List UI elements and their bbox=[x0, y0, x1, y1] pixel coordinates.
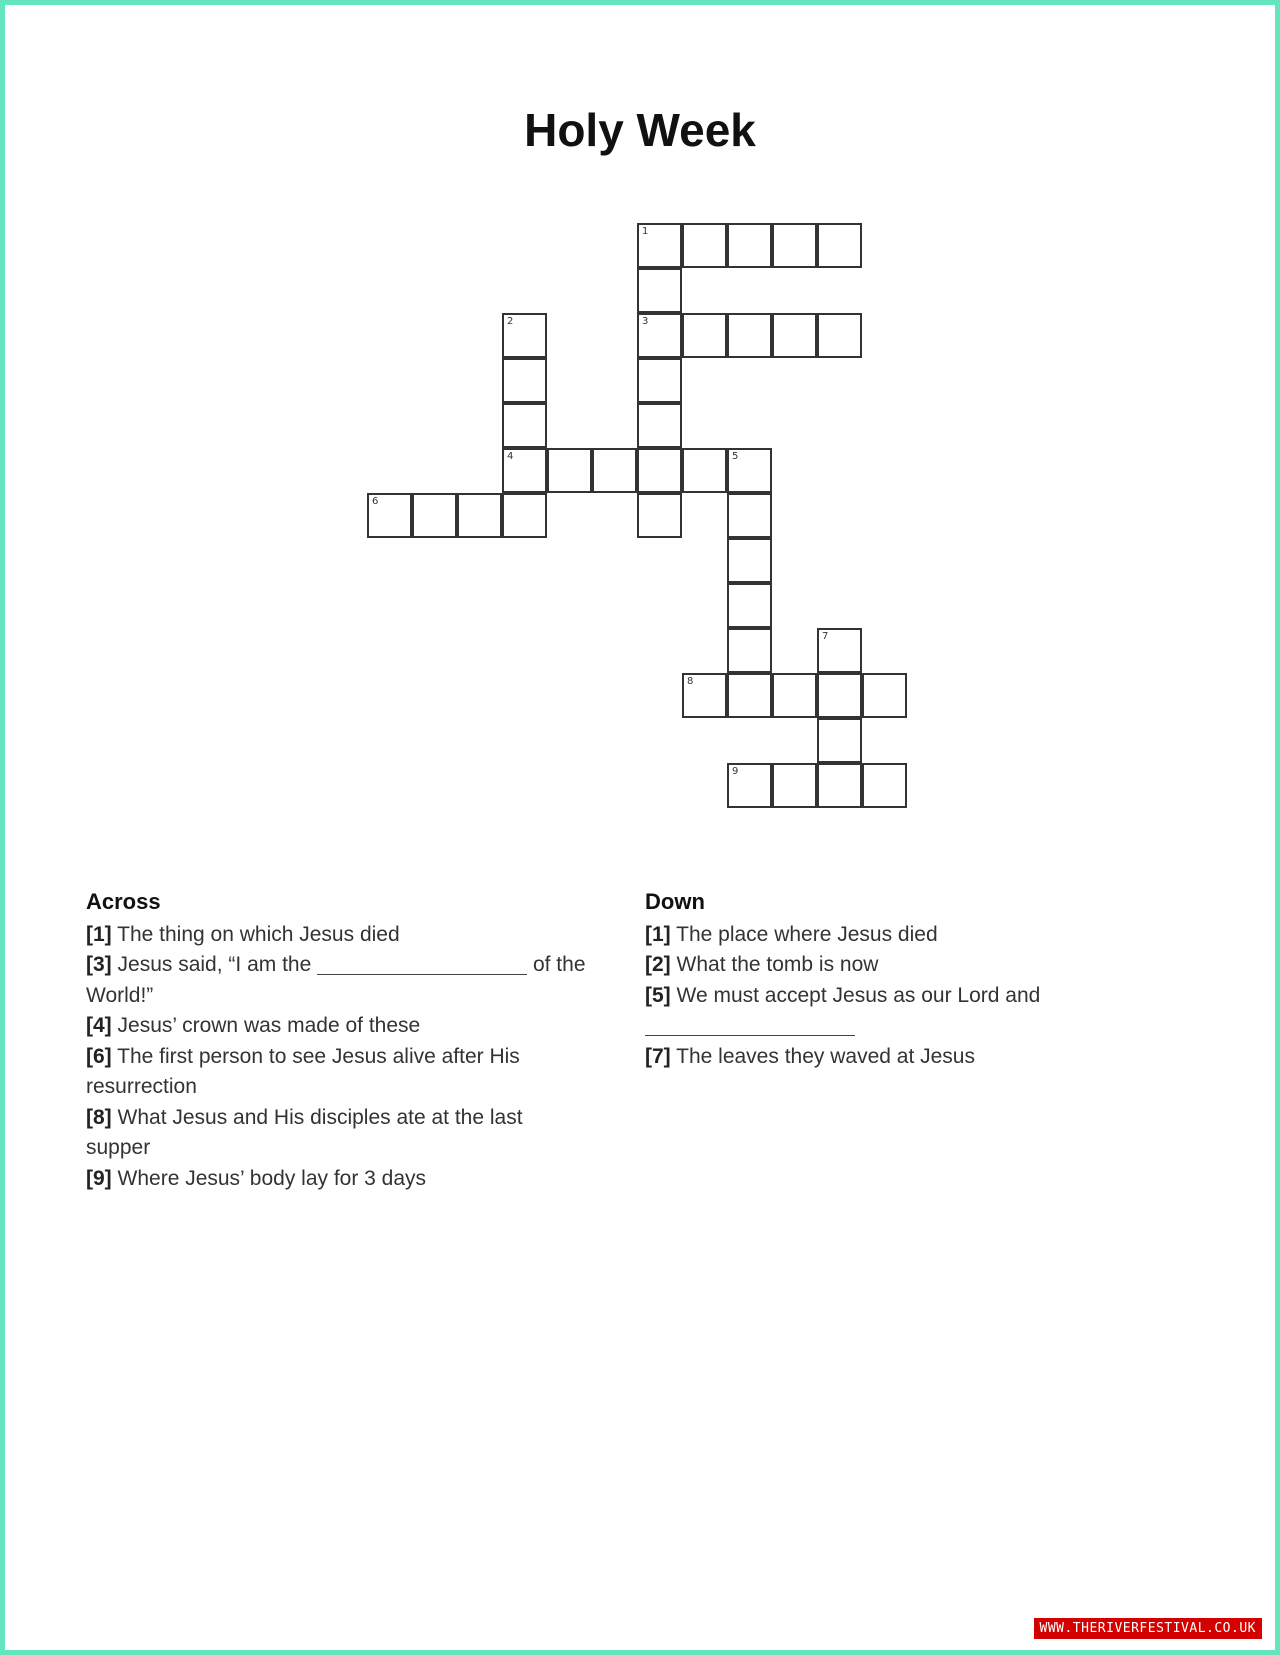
crossword-cell[interactable] bbox=[502, 403, 547, 448]
clue-item: [7] The leaves they waved at Jesus bbox=[645, 1044, 975, 1068]
answer-blank bbox=[645, 1017, 855, 1036]
page-title: Holy Week bbox=[524, 104, 756, 156]
crossword-cell[interactable] bbox=[592, 448, 637, 493]
crossword-cell[interactable] bbox=[412, 493, 457, 538]
crossword-cell[interactable] bbox=[727, 673, 772, 718]
crossword-cell[interactable] bbox=[727, 538, 772, 583]
crossword-cell[interactable] bbox=[502, 448, 547, 493]
down-heading: Down bbox=[645, 889, 705, 914]
crossword-cell[interactable] bbox=[637, 448, 682, 493]
crossword-cell[interactable] bbox=[682, 223, 727, 268]
clue-item: [5] We must accept Jesus as our Lord and bbox=[645, 981, 1125, 1042]
crossword-cell[interactable] bbox=[772, 313, 817, 358]
crossword-cell[interactable] bbox=[682, 673, 727, 718]
down-clues bbox=[645, 887, 1125, 1072]
crossword-cell[interactable] bbox=[817, 223, 862, 268]
crossword-cell[interactable] bbox=[727, 763, 772, 808]
clue-number: 3 bbox=[642, 316, 649, 327]
crossword-cell[interactable] bbox=[502, 358, 547, 403]
clue-number: 9 bbox=[732, 766, 739, 777]
crossword-cell[interactable] bbox=[817, 313, 862, 358]
crossword-cell[interactable] bbox=[817, 763, 862, 808]
clue-item: [9] Where Jesus’ body lay for 3 days bbox=[86, 1166, 427, 1190]
crossword-cell[interactable] bbox=[727, 448, 772, 493]
crossword-cell[interactable] bbox=[637, 313, 682, 358]
crossword-cell[interactable] bbox=[367, 493, 412, 538]
clue-item: [3] Jesus said, “I am the of the World!” bbox=[86, 953, 586, 1007]
crossword-cell[interactable] bbox=[727, 493, 772, 538]
crossword-cell[interactable] bbox=[817, 673, 862, 718]
across-heading: Across bbox=[86, 889, 161, 914]
crossword-cell[interactable] bbox=[502, 313, 547, 358]
clue-item: [4] Jesus’ crown was made of these bbox=[86, 1014, 421, 1037]
crossword-cell[interactable] bbox=[862, 763, 907, 808]
crossword-cell[interactable] bbox=[817, 718, 862, 763]
crossword-cell[interactable] bbox=[727, 313, 772, 358]
clue-number: 5 bbox=[732, 451, 739, 462]
crossword-cell[interactable] bbox=[682, 313, 727, 358]
crossword-cell[interactable] bbox=[637, 493, 682, 538]
crossword-cell[interactable] bbox=[727, 628, 772, 673]
clue-item: [8] What Jesus and His disciples ate at the last supper bbox=[86, 1105, 523, 1159]
crossword-cell[interactable] bbox=[637, 358, 682, 403]
clue-number: 6 bbox=[372, 496, 379, 507]
crossword-cell[interactable] bbox=[637, 403, 682, 448]
crossword-cell[interactable] bbox=[727, 583, 772, 628]
crossword-grid bbox=[5, 5, 1275, 855]
crossword-cell[interactable] bbox=[817, 628, 862, 673]
clue-number: 1 bbox=[642, 226, 649, 237]
crossword-cell[interactable] bbox=[637, 223, 682, 268]
crossword-cell[interactable] bbox=[637, 268, 682, 313]
answer-blank bbox=[317, 956, 527, 975]
crossword-cell[interactable] bbox=[862, 673, 907, 718]
clue-item: [2] What the tomb is now bbox=[645, 953, 879, 976]
clue-number: 4 bbox=[507, 451, 514, 462]
crossword-cell[interactable] bbox=[547, 448, 592, 493]
across-clues bbox=[86, 887, 586, 1194]
crossword-cell[interactable] bbox=[727, 223, 772, 268]
crossword-cell[interactable] bbox=[772, 763, 817, 808]
worksheet bbox=[5, 5, 1275, 1650]
clue-number: 2 bbox=[507, 316, 514, 327]
crossword-cell[interactable] bbox=[682, 448, 727, 493]
clue-number: 8 bbox=[687, 676, 694, 687]
crossword-cell[interactable] bbox=[502, 493, 547, 538]
clue-item: [6] The first person to see Jesus alive after His resurrection bbox=[86, 1044, 520, 1098]
crossword-cell[interactable] bbox=[772, 223, 817, 268]
crossword-cell[interactable] bbox=[772, 673, 817, 718]
clue-item: [1] The thing on which Jesus died bbox=[86, 922, 400, 946]
clue-item: [1] The place where Jesus died bbox=[645, 922, 938, 946]
clue-number: 7 bbox=[822, 631, 829, 642]
watermark: WWW.THERIVERFESTIVAL.CO.UK bbox=[1034, 1618, 1263, 1639]
crossword-cell[interactable] bbox=[457, 493, 502, 538]
